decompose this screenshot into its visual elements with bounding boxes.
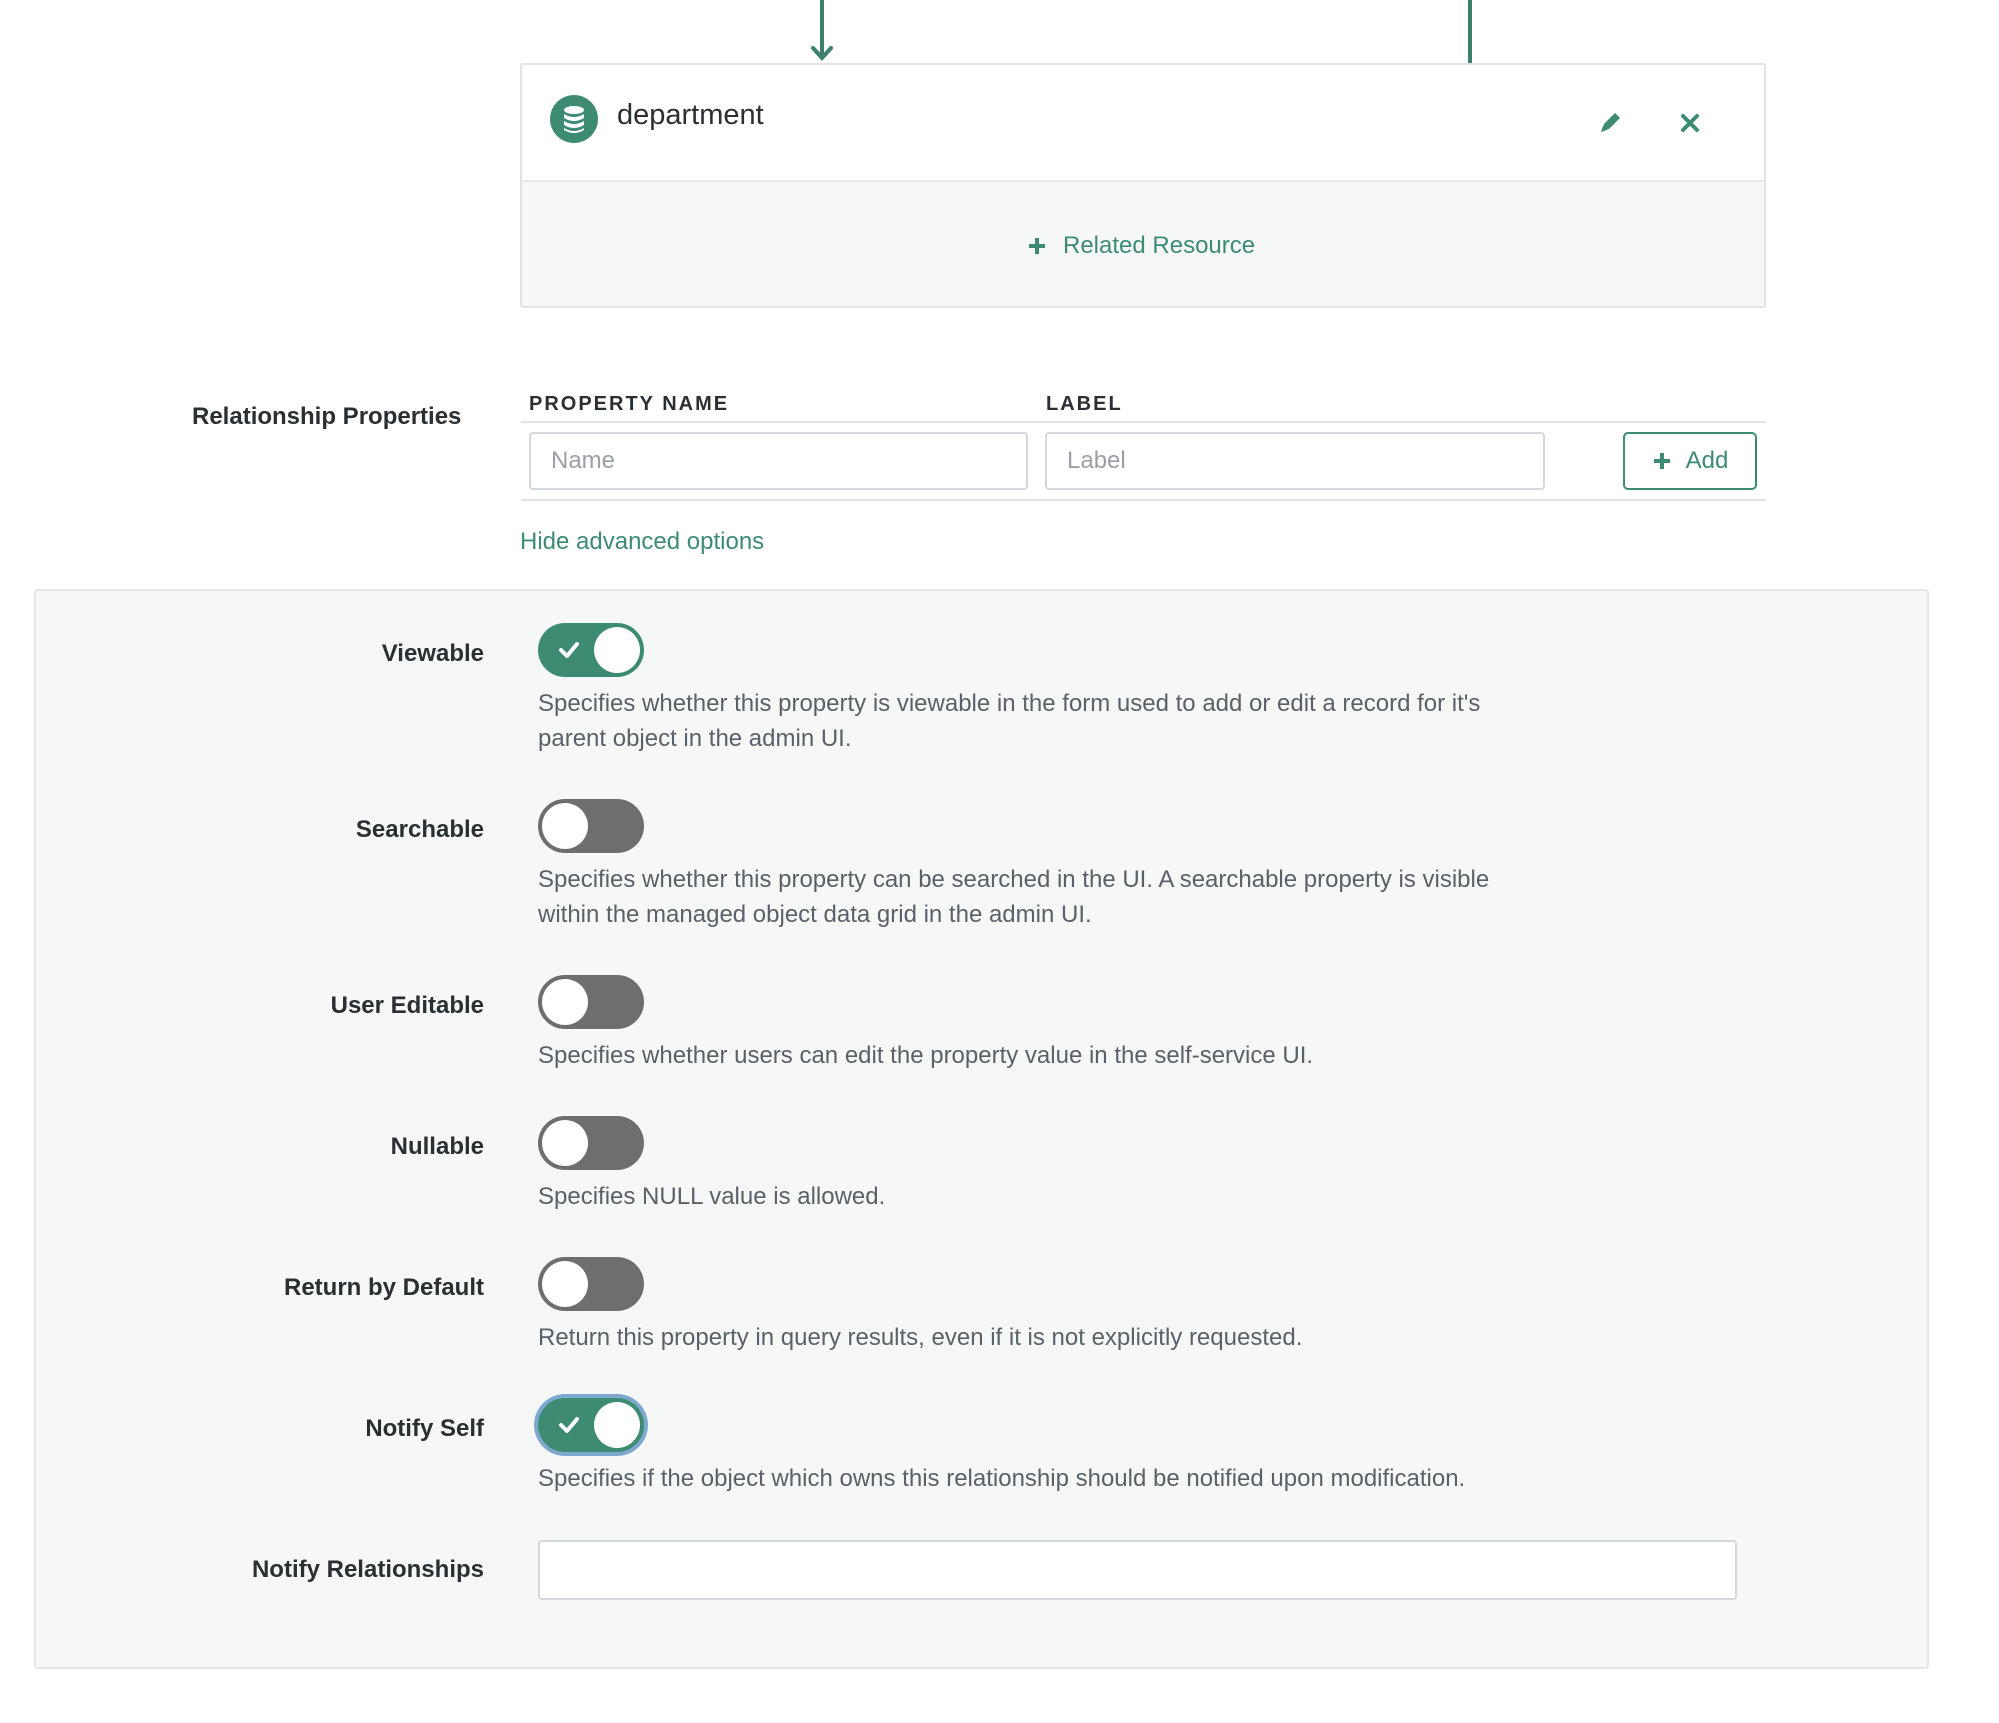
return-by-default-toggle[interactable] bbox=[538, 1257, 644, 1311]
viewable-label: Viewable bbox=[381, 640, 484, 667]
table-header-divider bbox=[521, 421, 1766, 423]
check-icon bbox=[558, 1415, 580, 1435]
plus-icon bbox=[1652, 451, 1672, 471]
connector-line-right bbox=[1468, 0, 1472, 63]
related-resource-label: Related Resource bbox=[1063, 232, 1256, 259]
searchable-toggle[interactable] bbox=[538, 799, 644, 853]
toggle-knob bbox=[542, 1261, 588, 1307]
nullable-label: Nullable bbox=[390, 1133, 484, 1160]
notify-relationships-label: Notify Relationships bbox=[251, 1556, 484, 1583]
table-footer-divider bbox=[521, 499, 1766, 501]
column-header-label: LABEL bbox=[1046, 393, 1123, 415]
toggle-knob bbox=[542, 1120, 588, 1166]
resource-card-footer bbox=[522, 182, 1764, 306]
plus-icon bbox=[1027, 236, 1047, 256]
notify-self-description: Specifies if the object which owns this relationship should be notified upon modification. bbox=[538, 1465, 1466, 1492]
return-by-default-description: Return this property in query results, even if it is not explicitly requested. bbox=[538, 1324, 1303, 1351]
searchable-label: Searchable bbox=[355, 816, 484, 843]
database-icon bbox=[550, 95, 598, 143]
nullable-description: Specifies NULL value is allowed. bbox=[538, 1183, 886, 1210]
viewable-description: Specifies whether this property is viewable in the form used to add or edit a record for it's parent object in the admin UI. bbox=[538, 690, 1481, 752]
notify-self-label: Notify Self bbox=[365, 1415, 484, 1442]
nullable-toggle[interactable] bbox=[538, 1116, 644, 1170]
hide-advanced-options-link[interactable]: Hide advanced options bbox=[520, 528, 765, 555]
toggle-knob bbox=[594, 1402, 640, 1448]
add-button-label: Add bbox=[1685, 447, 1729, 474]
resource-card-header bbox=[522, 65, 1764, 182]
notify-relationships-input[interactable] bbox=[538, 1540, 1737, 1600]
pencil-icon[interactable] bbox=[1596, 109, 1624, 137]
toggle-knob bbox=[542, 803, 588, 849]
toggle-knob bbox=[542, 979, 588, 1025]
return-by-default-label: Return by Default bbox=[283, 1274, 484, 1301]
add-property-button[interactable] bbox=[1623, 432, 1757, 490]
resource-name: department bbox=[617, 99, 764, 131]
arrow-down-icon bbox=[811, 42, 833, 64]
toggle-knob bbox=[594, 627, 640, 673]
resource-card bbox=[520, 63, 1766, 308]
check-icon bbox=[558, 640, 580, 660]
user-editable-label: User Editable bbox=[330, 992, 484, 1019]
user-editable-toggle[interactable] bbox=[538, 975, 644, 1029]
notify-self-toggle[interactable] bbox=[538, 1398, 644, 1452]
property-name-input[interactable] bbox=[529, 432, 1028, 490]
property-label-input[interactable] bbox=[1045, 432, 1545, 490]
add-related-resource-button[interactable] bbox=[1027, 232, 1255, 260]
column-header-property-name: PROPERTY NAME bbox=[529, 393, 730, 415]
viewable-toggle[interactable] bbox=[538, 623, 644, 677]
relationship-properties-label: Relationship Properties bbox=[192, 403, 462, 430]
user-editable-description: Specifies whether users can edit the property value in the self-service UI. bbox=[538, 1042, 1314, 1069]
searchable-description: Specifies whether this property can be searched in the UI. A searchable property is visible within the managed object data grid in the admin UI. bbox=[538, 866, 1490, 928]
close-icon[interactable] bbox=[1677, 110, 1703, 136]
